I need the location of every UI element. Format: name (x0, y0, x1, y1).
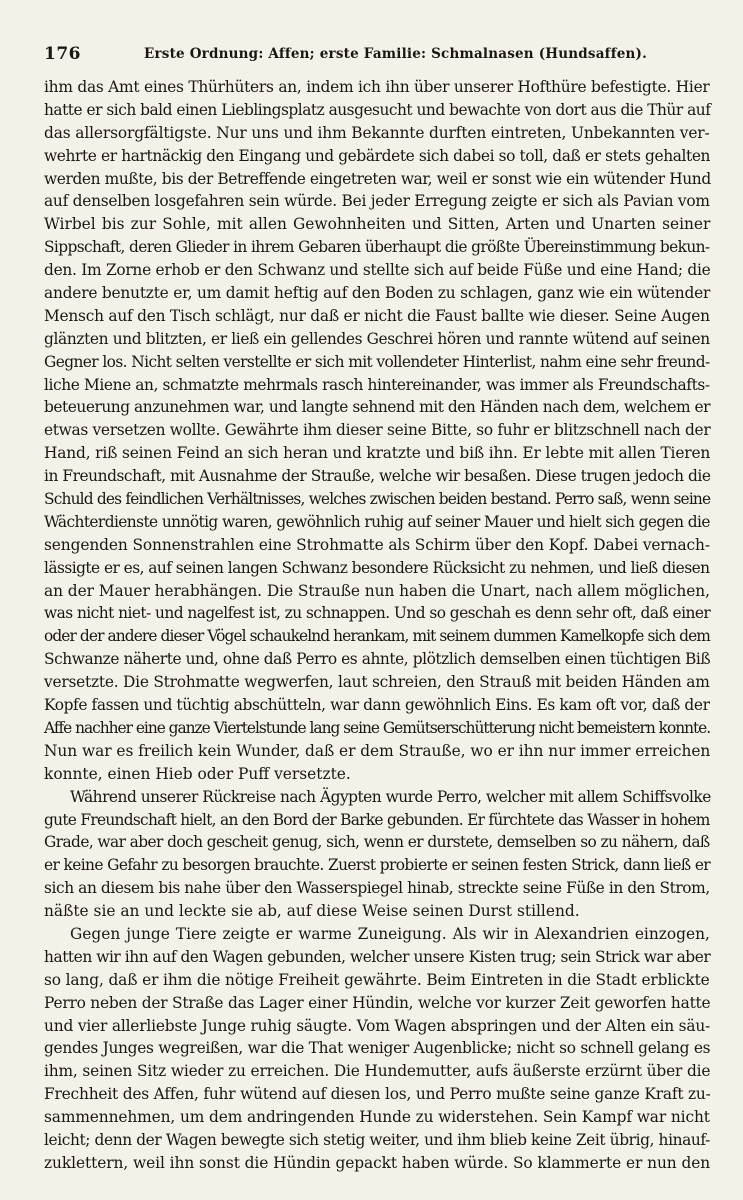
text-line: Sippschaft, deren Glieder in ihrem Gebaren überhaupt die größte Übereinstimmung bekun- (44, 238, 710, 257)
text-line: was nicht niet- und nagelfest ist, zu schnappen. Und so geschah es denn sehr oft, daß einer (44, 604, 711, 623)
text-line: ihm das Amt eines Thürhüters an, indem ich ihn über unserer Hofthüre befestigte. Hier (44, 78, 710, 96)
text-line: leicht; denn der Wagen bewegte sich stetig weiter, und ihm blieb keine Zeit übrig, hinauf- (44, 1130, 710, 1149)
text-line: Affe nachher eine ganze Viertelstunde lang seine Gemütserschütterung nicht bemeistern konnte. (44, 718, 711, 737)
text-line: sammennehmen, um dem andringenden Hunde zu widerstehen. Sein Kampf war nicht (44, 1108, 710, 1127)
text-line: gute Freundschaft hielt, an den Bord der Barke gebunden. Er fürchtete das Wasser in hohem (44, 810, 710, 829)
running-head: Erste Ordnung: Affen; erste Familie: Schmalnasen (Hundsaffen). (144, 46, 647, 62)
text-line: ihm, seinen Sitz wieder zu erreichen. Die Hundemutter, aufs äußerste erzürnt über die (44, 1062, 711, 1081)
text-line: andere benutzte er, um damit heftig auf den Boden zu schlagen, ganz wie ein wütender (44, 284, 711, 303)
text-line: so lang, daß er ihm die nötige Freiheit gewährte. Beim Eintreten in die Stadt erblickte (44, 970, 710, 989)
page-header (44, 44, 704, 68)
text-line: versetzte. Die Strohmatte wegwerfen, laut schreien, den Strauß mit beiden Händen am (44, 673, 710, 692)
text-line: Nun war es freilich kein Wunder, daß er dem Strauße, wo er ihn nur immer erreichen (44, 741, 711, 760)
text-line: Schwanze näherte und, ohne daß Perro es ahnte, plötzlich demselben einen tüchtigen Biß (44, 650, 711, 669)
text-line: an der Mauer herabhängen. Die Strauße nun haben die Unart, nach allem möglichen, (44, 581, 710, 600)
text-line: lässigte er es, auf seinen langen Schwanz besondere Rücksicht zu nehmen, und ließ diesen (44, 558, 710, 577)
text-line: Wirbel bis zur Sohle, mit allen Gewohnheiten und Sitten, Arten und Unarten seiner (44, 215, 711, 234)
page-number: 176 (44, 44, 81, 64)
body-text (44, 76, 710, 1175)
paragraph (44, 923, 710, 1175)
text-line: näßte sie an und leckte sie ab, auf diese Weise seinen Durst stillend. (44, 902, 580, 921)
text-line: konnte, einen Hieb oder Puff versetzte. (44, 764, 351, 783)
text-line: zuklettern, weil ihn sonst die Hündin gepackt haben würde. So klammerte er nun den (44, 1153, 711, 1172)
text-line: etwas versetzen wollte. Gewährte ihm dieser seine Bitte, so fuhr er blitzschnell nach der (44, 421, 711, 440)
text-line: Perro neben der Straße das Lager einer Hündin, welche vor kurzer Zeit geworfen hatte (44, 993, 711, 1012)
text-line: Schuld des feindlichen Verhältnisses, welches zwischen beiden bestand. Perro saß, wenn seine (44, 490, 711, 509)
text-line: oder der andere dieser Vögel schaukelnd herankam, mit seinem dummen Kamelkopfe sich dem (44, 627, 710, 646)
text-line: Mensch auf den Tisch schlägt, nur daß er nicht die Faust ballte wie dieser. Seine Augen (44, 306, 710, 325)
text-line: werden mußte, bis der Betreffende eingetreten war, weil er sonst wie ein wütender Hund (44, 169, 711, 188)
text-line: er keine Gefahr zu besorgen brauchte. Zuerst probierte er seinen festen Strick, dann ließ er (44, 856, 711, 875)
text-line: Gegen junge Tiere zeigte er warme Zuneigung. Als wir in Alexandrien einzogen, (70, 924, 710, 943)
text-line: glänzten und blitzten, er ließ ein gellendes Geschrei hören und rannte wütend auf seinen (44, 329, 710, 348)
text-line: und vier allerliebste Junge ruhig säugte. Vom Wagen abspringen und der Alten ein säu- (44, 1016, 711, 1035)
paragraph (44, 786, 710, 923)
text-line: Grade, war aber doch gescheit genug, sich, wenn er durstete, demselben so zu nähern, daß (44, 833, 710, 852)
text-line: Gegner los. Nicht selten verstellte er sich mit vollendeter Hinterlist, nahm eine sehr freund- (44, 352, 710, 371)
text-line: Während unserer Rückreise nach Ägypten wurde Perro, welcher mit allem Schiffsvolke (70, 787, 711, 806)
text-line: Hand, riß seinen Feind an sich heran und kratzte und biß ihn. Er lebte mit allen Tieren (44, 444, 711, 463)
text-line: Kopfe fassen und tüchtig abschütteln, war dann gewöhnlich Eins. Es kam oft vor, daß der (44, 696, 710, 715)
text-line: beteuerung anzunehmen war, und langte sehnend mit den Händen nach dem, welchem er (44, 398, 711, 417)
text-line: auf denselben losgefahren sein würde. Bei jeder Erregung zeigte er sich als Pavian vom (44, 192, 710, 211)
text-line: das allersorgfältigste. Nur uns und ihm Bekannte durften eintreten, Unbekannten ver- (44, 123, 710, 142)
text-line: wehrte er hartnäckig den Eingang und gebärdete sich dabei so toll, daß er stets gehalten (44, 146, 711, 165)
text-line: in Freundschaft, mit Ausnahme der Strauße, welche wir besaßen. Diese trugen jedoch die (44, 467, 711, 486)
text-line: hatten wir ihn auf den Wagen gebunden, welcher unsere Kisten trug; sein Strick war aber (44, 947, 711, 966)
text-line: Frechheit des Affen, fuhr wütend auf diesen los, und Perro mußte seine ganze Kraft zu- (44, 1085, 711, 1104)
text-line: sengenden Sonnenstrahlen eine Strohmatte als Schirm über den Kopf. Dabei vernach- (44, 535, 710, 554)
text-line: sich an diesem bis nahe über den Wasserspiegel hinab, streckte seine Füße in den Strom, (44, 879, 710, 898)
text-line: den. Im Zorne erhob er den Schwanz und stellte sich auf beide Füße und eine Hand; die (44, 261, 711, 280)
paragraph (44, 76, 710, 786)
text-line: Wächterdienste unnötig waren, gewöhnlich ruhig auf seiner Mauer und hielt sich gegen die (44, 512, 710, 531)
text-line: hatte er sich bald einen Lieblingsplatz ausgesucht und bewachte von dort aus die Thür auf (44, 100, 711, 119)
text-line: liche Miene an, schmatzte mehrmals rasch hintereinander, was immer als Freundschafts- (44, 375, 710, 394)
text-line: gendes Junges wegreißen, war die That weniger Augenblicke; nicht so schnell gelang es (44, 1039, 711, 1058)
